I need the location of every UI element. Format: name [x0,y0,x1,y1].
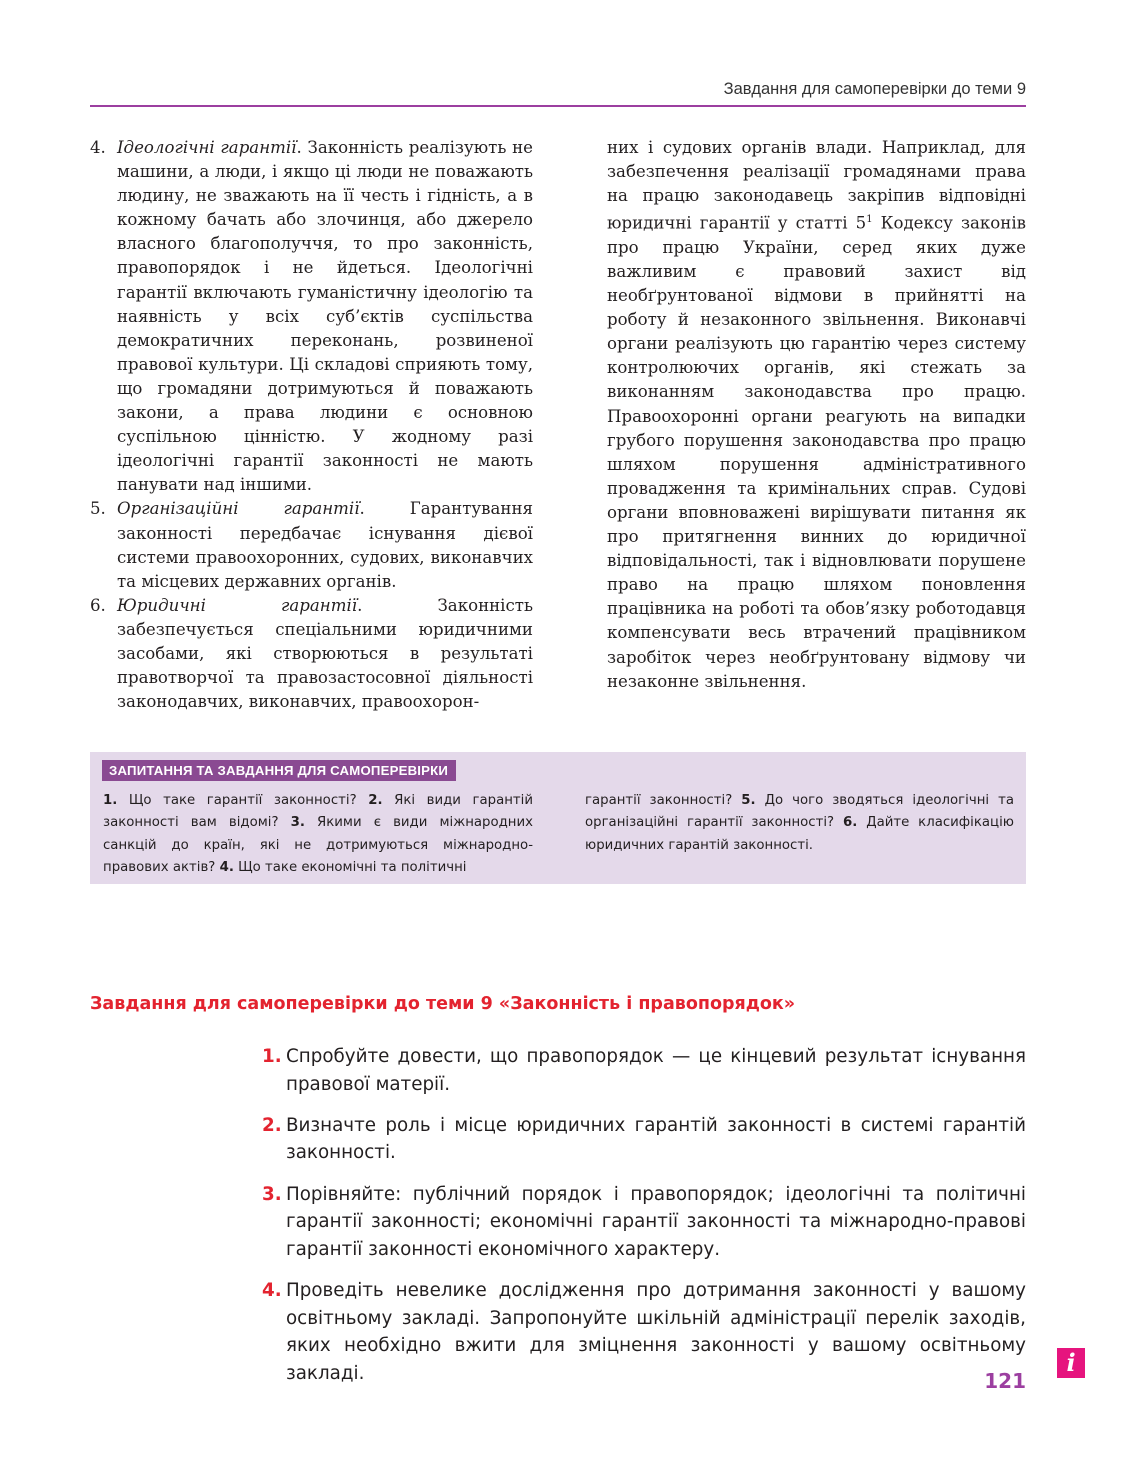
list-item-title: Організаційні гарантії [117,499,360,519]
question-text: Якими є види міжнародних санкцій до країн, які не дотримуються міжнародно-правових актів? [103,815,534,875]
question-text: Що таке гарантії законності? [117,793,369,808]
task-item [262,1043,1026,1098]
task-number: 2. [262,1114,282,1136]
question-text: Які види гарантій законності вам відомі? [103,793,533,831]
list-item-ideological [90,136,533,497]
task-number: 1. [262,1046,282,1067]
task-item [262,1277,1026,1387]
list-item-text: . Законність забезпечується спеціальними юридичними засобами, які створюються в результаті правотворчої та правозастосовної діяльності законодавчих, виконавчих, правоохорон- [117,595,533,712]
list-item-number: 6. [90,595,106,615]
question-number: 1. [103,793,118,808]
task-list [262,1043,1026,1401]
list-item-text: . Законність реалізують не машини, а люди, і якщо ці люди не поважають людину, не зважають на її честь і гідність, а в кожному бачать або злочинця, або джерело власного благополуччя, то про законність, правопорядок і не йдеться. Ідеологічні гарантії включають гуманістичну ідеологію та наявність у всіх суб’єктів суспільства демократичних переконань, розвиненої правової культури. Ці складові сприяють тому, що громадяни дотримуються й поважають закони, а права людини є основною суспільною цінністю. У жодному разі ідеологічні гарантії законності не мають панувати над іншими. [117,138,534,495]
paragraph-text: Кодексу законів про працю України, серед яких дуже важливим є правовий захист від необґрунтованої відмови в прийнятті на роботу й незаконного звільнення. Виконавчі органи реалізують цю гарантію через систему контролюючих органів, які стежать за виконанням законодавства про працю. Правоохоронні органи реагують на випадки грубого порушення законодавства про працю шляхом порушення адміністративного провадження та кримінальних справ. Судові органи вповноважені вирішувати питання як про притягнення винних до юридичної відповідальності, так і відновлювати порушене право на працю шляхом поновлення працівника на роботі та обов’язку роботодавця компенсувати весь втрачений працівником заробіток через необґрунтовану відмову чи незаконне звільнення. [607,213,1026,691]
list-item-text: . Гарантування законності передбачає існування дієвої системи правоохоронних, судових, виконавчих та місцевих державних органів. [117,499,533,591]
question-number: 6. [843,815,858,831]
task-number: 3. [262,1183,282,1205]
task-text: Спробуйте довести, що правопорядок — це кінцевий результат існування правової матерії. [286,1046,1026,1095]
task-item [262,1112,1026,1167]
running-header: Завдання для самоперевірки до теми 9 [723,80,1026,98]
list-item-number: 5. [90,499,106,519]
review-box-title: ЗАПИТАННЯ ТА ЗАВДАННЯ ДЛЯ САМОПЕРЕВІРКИ [102,760,456,781]
list-item-organizational [90,497,533,593]
header-divider [90,105,1026,107]
paragraph-text: них і судових органів влади. Наприклад, для забезпечення реалізації громадянами права на працю законодавець закріпив відповідні юридичні гарантії у статті 5 [607,138,1026,233]
list-item-legal [90,594,533,714]
task-item [262,1181,1026,1264]
review-questions-box [90,752,1026,884]
review-questions-left [103,790,533,879]
task-text: Визначте роль і місце юридичних гарантій законності в системі гарантій законності. [286,1114,1026,1164]
list-item-number: 4. [90,138,106,157]
list-item-title: Ідеологічні гарантії [117,138,297,157]
question-number: 4. [219,859,234,875]
question-text: гарантії законності? [585,793,742,808]
info-icon: i [1057,1348,1085,1378]
task-text: Проведіть невелике дослідження про дотримання законності у вашому освітньому закладі. Запропонуйте шкільній адміністрації перелік заходів, яких необхідно вжити для зміцнення законності у вашому освітньому закладі. [286,1279,1026,1384]
task-number: 4. [262,1279,282,1301]
section-heading: Завдання для самоперевірки до теми 9 «Законність і правопорядок» [90,994,796,1014]
task-text: Порівняйте: публічний порядок і правопорядок; ідеологічні та політичні гарантії законності; економічні гарантії законності та міжнародно-правові гарантії законності економічного характеру. [286,1183,1026,1260]
question-text: Що таке економічні та політичні [233,859,467,875]
article-superscript: 1 [866,214,873,226]
question-text: Дайте класифікацію юридичних гарантій законності. [585,815,1014,853]
right-text-column [607,136,1026,694]
question-number: 5. [741,793,756,808]
question-number: 3. [290,815,305,831]
review-questions-right [585,790,1014,857]
list-item-title: Юридичні гарантії [117,595,358,615]
question-number: 2. [368,793,383,808]
page-number: 121 [984,1369,1026,1393]
left-text-column [90,136,533,714]
question-text: До чого зводяться ідеологічні та організаційні гарантії законності? [585,793,1014,831]
